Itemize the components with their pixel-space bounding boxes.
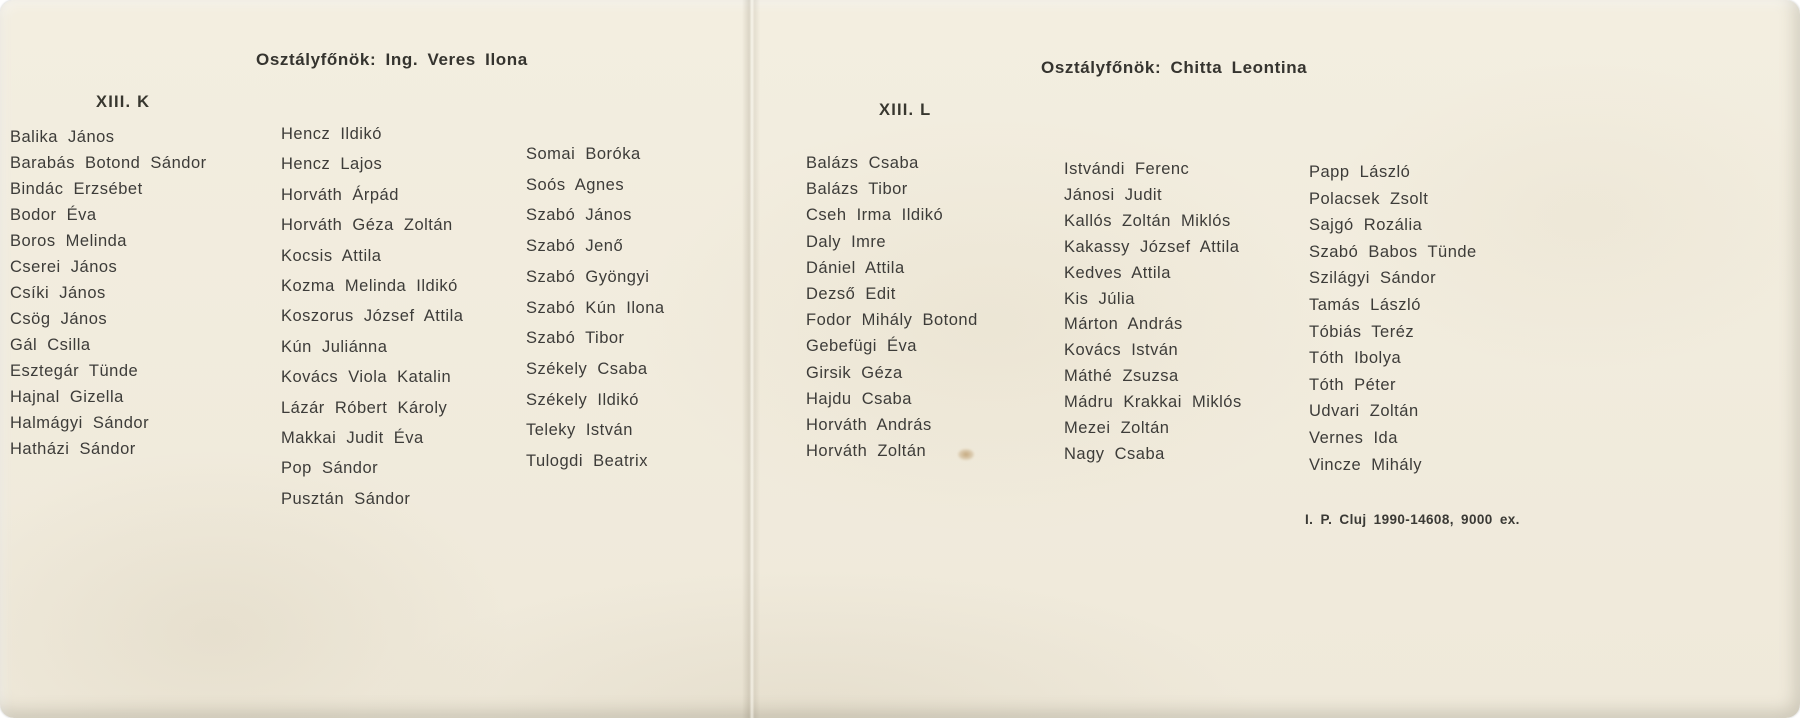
student-name: Hatházi Sándor bbox=[10, 440, 136, 458]
student-name: Girsik Géza bbox=[806, 363, 903, 382]
student-name: Mezei Zoltán bbox=[1064, 419, 1170, 438]
printer-imprint: I. P. Cluj 1990-14608, 9000 ex. bbox=[1305, 512, 1520, 527]
student-name: Bodor Éva bbox=[10, 206, 97, 224]
student-name: Koszorus József Attila bbox=[281, 307, 464, 326]
student-name: Gál Csilla bbox=[10, 336, 91, 354]
student-name: Balázs Tibor bbox=[806, 180, 908, 199]
student-name: Gebefügi Éva bbox=[806, 337, 917, 356]
left-page-class-label: XIII. K bbox=[96, 93, 151, 111]
student-name: Cserei János bbox=[10, 258, 118, 276]
student-name: Hencz Ildikó bbox=[281, 125, 382, 143]
student-name: Mádru Krakkai Miklós bbox=[1064, 393, 1242, 412]
student-name: Kozma Melinda Ildikó bbox=[281, 277, 458, 296]
right-page-name-column-1 bbox=[806, 150, 978, 464]
student-name: Dezső Edit bbox=[806, 285, 896, 304]
student-name: Csíki János bbox=[10, 284, 106, 302]
student-name: Esztegár Tünde bbox=[10, 362, 139, 380]
student-name: Horváth András bbox=[806, 416, 932, 435]
student-name: Polacsek Zsolt bbox=[1309, 189, 1429, 208]
student-name: Tulogdi Beatrix bbox=[526, 452, 648, 471]
student-name: Pusztán Sándor bbox=[281, 489, 411, 508]
student-name: Márton András bbox=[1064, 315, 1183, 334]
student-name: Kovács István bbox=[1064, 341, 1179, 360]
student-name: Horváth Zoltán bbox=[806, 442, 927, 461]
student-name: Makkai Judit Éva bbox=[281, 429, 424, 448]
student-name: Somai Boróka bbox=[526, 145, 641, 163]
student-name: Hajnal Gizella bbox=[10, 388, 124, 406]
student-name: Hajdu Csaba bbox=[806, 389, 912, 408]
student-name: Tóth Péter bbox=[1309, 375, 1397, 394]
student-name: Szabó Babos Tünde bbox=[1309, 242, 1477, 261]
student-name: Tóbiás Teréz bbox=[1309, 322, 1415, 341]
left-page-name-column-3 bbox=[526, 139, 665, 477]
student-name: Pop Sándor bbox=[281, 459, 379, 478]
right-page-name-column-3 bbox=[1309, 159, 1477, 478]
student-name: Daly Imre bbox=[806, 232, 887, 251]
student-name: Balázs Csaba bbox=[806, 154, 919, 172]
student-name: Horváth Géza Zoltán bbox=[281, 216, 453, 235]
student-name: Jánosi Judit bbox=[1064, 185, 1163, 204]
student-name: Balika János bbox=[10, 128, 115, 146]
student-name: Székely Csaba bbox=[526, 359, 648, 378]
student-name: Csög János bbox=[10, 310, 108, 328]
student-name: Szabó Kún Ilona bbox=[526, 298, 665, 317]
student-name: Hencz Lajos bbox=[281, 155, 383, 174]
left-page-name-column-1 bbox=[10, 124, 207, 462]
student-name: Papp László bbox=[1309, 163, 1411, 181]
student-name: Udvari Zoltán bbox=[1309, 402, 1419, 421]
student-name: Tamás László bbox=[1309, 295, 1421, 314]
student-name: Kún Juliánna bbox=[281, 337, 388, 356]
student-name: Tóth Ibolya bbox=[1309, 349, 1402, 368]
student-name: Szabó János bbox=[526, 206, 632, 225]
student-name: Soós Agnes bbox=[526, 175, 625, 194]
page-fold-crease bbox=[742, 0, 760, 718]
student-name: Halmágyi Sándor bbox=[10, 414, 150, 432]
right-page-teacher-heading: Osztályfőnök: Chitta Leontina bbox=[1041, 58, 1308, 77]
student-name: Kis Júlia bbox=[1064, 289, 1135, 308]
right-page-class-label: XIII. L bbox=[879, 101, 932, 119]
student-name: Kakassy József Attila bbox=[1064, 237, 1240, 256]
left-page-teacher-heading: Osztályfőnök: Ing. Veres Ilona bbox=[256, 50, 528, 69]
student-name: Szabó Tibor bbox=[526, 329, 625, 348]
student-name: Boros Melinda bbox=[10, 232, 127, 250]
student-name: Kallós Zoltán Miklós bbox=[1064, 211, 1231, 230]
left-page-name-column-2 bbox=[281, 119, 463, 514]
student-name: Vernes Ida bbox=[1309, 428, 1398, 447]
student-name: Kovács Viola Katalin bbox=[281, 368, 452, 387]
student-name: Szilágyi Sándor bbox=[1309, 269, 1437, 288]
student-name: Szabó Gyöngyi bbox=[526, 267, 650, 286]
right-page-name-column-2 bbox=[1064, 157, 1242, 468]
student-name: Fodor Mihály Botond bbox=[806, 311, 978, 330]
student-name: Horváth Árpád bbox=[281, 185, 399, 204]
student-name: Istvándi Ferenc bbox=[1064, 160, 1190, 178]
student-name: Nagy Csaba bbox=[1064, 444, 1165, 463]
student-name: Sajgó Rozália bbox=[1309, 216, 1423, 235]
student-name: Kedves Attila bbox=[1064, 263, 1171, 282]
student-name: Barabás Botond Sándor bbox=[10, 154, 207, 172]
student-name: Vincze Mihály bbox=[1309, 455, 1422, 474]
student-name: Lázár Róbert Károly bbox=[281, 398, 448, 417]
student-name: Dániel Attila bbox=[806, 258, 905, 277]
student-name: Máthé Zsuzsa bbox=[1064, 367, 1179, 386]
student-name: Szabó Jenő bbox=[526, 237, 624, 256]
student-name: Bindác Erzsébet bbox=[10, 180, 143, 198]
student-name: Kocsis Attila bbox=[281, 246, 382, 265]
student-name: Teleky István bbox=[526, 421, 633, 440]
student-name: Cseh Irma Ildikó bbox=[806, 206, 944, 225]
student-name: Székely Ildikó bbox=[526, 390, 639, 409]
